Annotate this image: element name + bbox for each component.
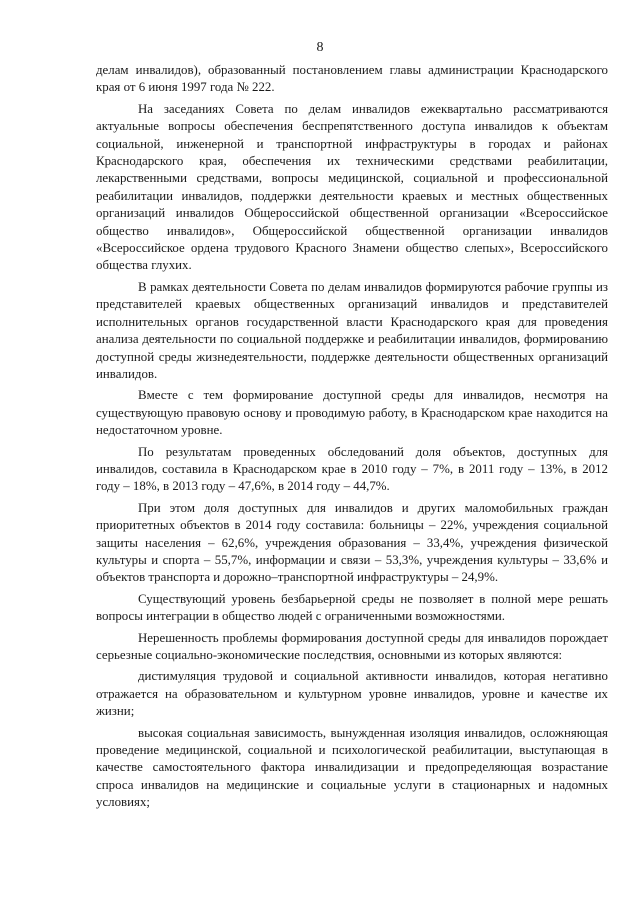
- paragraph-priority-objects: При этом доля доступных для инвалидов и других маломобильных граждан приоритетных объектов в 2014 году составила: больницы – 22%, учреждения социальной защиты населения – 62,6%, учреждения образования – 33,4%, учреждения физической культуры и спорта – 55,7%, информации и связи – 53,3%, учреждения культуры – 33,6% и объектов транспорта и дорожно–транспортной инфраструктуры – 24,9%.: [96, 500, 608, 585]
- paragraph-barrier-free-level: Существующий уровень безбарьерной среды не позволяет в полной мере решать вопросы интеграции в общество людей с ограниченными возможностями.: [96, 591, 608, 624]
- list-item-destimulation: дистимуляция трудовой и социальной активности инвалидов, которая негативно отражается на образовательном и культурном уровне инвалидов, уровне и качестве их жизни;: [96, 669, 608, 719]
- paragraph-consequences: Нерешенность проблемы формирования доступной среды для инвалидов порождает серьезные социально-экономические последствия, основными из которых являются:: [96, 630, 608, 662]
- list-item-social-dependence: высокая социальная зависимость, вынужденная изоляция инвалидов, осложняющая проведение медицинской, социальной и психологической реабилитации, выступающая в качестве самостоятельного фактора инвалидизации и предопределяющая возрастание спроса инвалидов на медицинские и социальные услуги в стационарных и надомных условиях;: [96, 725, 608, 810]
- paragraph-insufficient-level: Вместе с тем формирование доступной среды для инвалидов, несмотря на существующую правовую основу и проводимую работу, в Краснодарском крае находится на недостаточном уровне.: [96, 388, 608, 438]
- paragraph-council-meetings: На заседаниях Совета по делам инвалидов ежеквартально рассматриваются актуальные вопросы обеспечения беспрепятственного доступа инвалидов к объектам социальной, инженерной и транспортной инфраструктуры в городах и районах Краснодарского края, обеспечения их техническими средствами реабилитации, лекарственными средствами, вопросы медицинской, социальной и профессиональной реабилитации инвалидов, поддержки деятельности краевых и местных общественных организаций инвалидов Общероссийской общественной организации «Всероссийское общество инвалидов», Общероссийской общественной организации инвалидов «Всероссийское ордена трудового Красного Знамени общество слепых», Всероссийского общества глухих.: [96, 101, 608, 273]
- document-body: [96, 62, 608, 816]
- paragraph-continuation: делам инвалидов), образованный постановлением главы администрации Краснодарского края от 6 июня 1997 года № 222.: [96, 63, 608, 95]
- paragraph-working-groups: В рамках деятельности Совета по делам инвалидов формируются рабочие группы из представителей краевых общественных организаций инвалидов и представителей исполнительных органов государственной власти Краснодарского края для проведения анализа деятельности по социальной поддержке и реабилитации инвалидов, формированию доступной среды жизнедеятельности, поддержке деятельности общественных организаций инвалидов.: [96, 279, 608, 381]
- page-number: 8: [316, 40, 324, 55]
- paragraph-survey-results: По результатам проведенных обследований доля объектов, доступных для инвалидов, составила в Краснодарском крае в 2010 году – 7%, в 2011 году – 13%, в 2012 году – 18%, в 2013 году – 47,6%, в 2014 году – 44,7%.: [96, 444, 608, 494]
